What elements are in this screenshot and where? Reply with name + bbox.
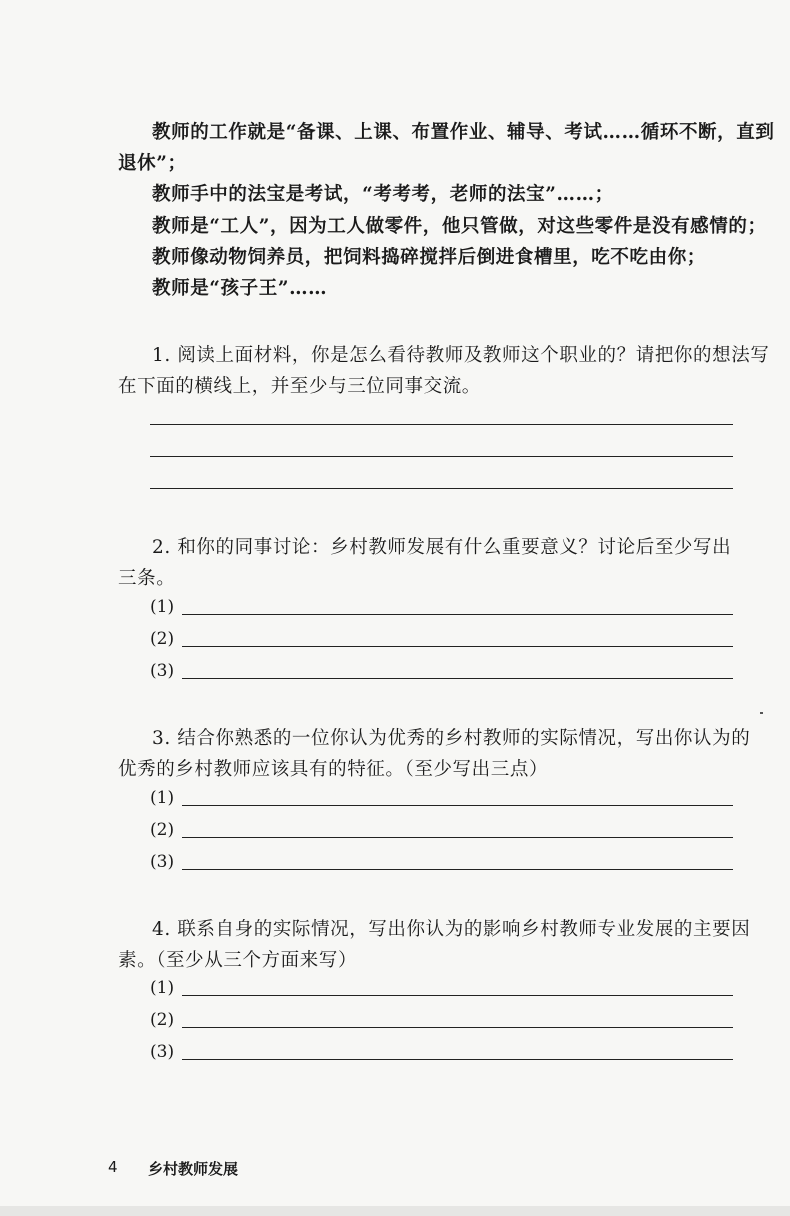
q3-answer-line-3[interactable] (182, 869, 733, 870)
page-bottom-edge (0, 1206, 790, 1216)
q3-label-2: (2) (150, 820, 175, 840)
q1-line-1: 1. 阅读上面材料，你是怎么看待教师及教师这个职业的？请把你的想法写 (152, 345, 770, 366)
q4-line-1: 4. 联系自身的实际情况，写出你认为的影响乡村教师专业发展的主要因 (152, 919, 751, 940)
q2-answer-line-1[interactable] (182, 614, 733, 615)
q4-label-3: (3) (150, 1042, 175, 1062)
q2-line-2: 三条。 (118, 568, 176, 589)
page-number: 4 (108, 1158, 118, 1176)
q1-answer-line-3[interactable] (150, 488, 733, 489)
q1-answer-line-2[interactable] (150, 456, 733, 457)
q4-line-2: 素。（至少从三个方面来写） (118, 950, 358, 971)
intro-line-3: 教师是“工人”，因为工人做零件，他只管做，对这些零件是没有感情的； (152, 216, 767, 237)
intro-line-1-cont: 退休”； (118, 153, 187, 174)
q2-label-2: (2) (150, 629, 175, 649)
margin-mark (760, 712, 763, 714)
intro-line-5: 教师是“孩子王”…… (152, 278, 328, 299)
q1-line-2: 在下面的横线上，并至少与三位同事交流。 (118, 376, 481, 397)
q4-answer-line-3[interactable] (182, 1059, 733, 1060)
q2-label-3: (3) (150, 661, 175, 681)
q1-answer-line-1[interactable] (150, 424, 733, 425)
q2-answer-line-3[interactable] (182, 678, 733, 679)
q3-answer-line-1[interactable] (182, 805, 733, 806)
book-title: 乡村教师发展 (148, 1160, 239, 1178)
q3-answer-line-2[interactable] (182, 837, 733, 838)
q3-label-3: (3) (150, 852, 175, 872)
q2-line-1: 2. 和你的同事讨论：乡村教师发展有什么重要意义？讨论后至少写出 (152, 537, 732, 558)
intro-line-4: 教师像动物饲养员，把饲料捣碎搅拌后倒进食槽里，吃不吃由你； (152, 247, 706, 268)
q4-label-2: (2) (150, 1010, 175, 1030)
q3-label-1: (1) (150, 788, 175, 808)
q2-label-1: (1) (150, 597, 175, 617)
q4-label-1: (1) (150, 978, 175, 998)
intro-line-1: 教师的工作就是“备课、上课、布置作业、辅导、考试……循环不断，直到 (152, 122, 775, 143)
q2-answer-line-2[interactable] (182, 646, 733, 647)
q3-line-2: 优秀的乡村教师应该具有的特征。（至少写出三点） (118, 759, 549, 780)
intro-line-2: 教师手中的法宝是考试，“考考考，老师的法宝”……； (152, 184, 614, 205)
q4-answer-line-1[interactable] (182, 995, 733, 996)
q3-line-1: 3. 结合你熟悉的一位你认为优秀的乡村教师的实际情况，写出你认为的 (152, 728, 751, 749)
q4-answer-line-2[interactable] (182, 1027, 733, 1028)
